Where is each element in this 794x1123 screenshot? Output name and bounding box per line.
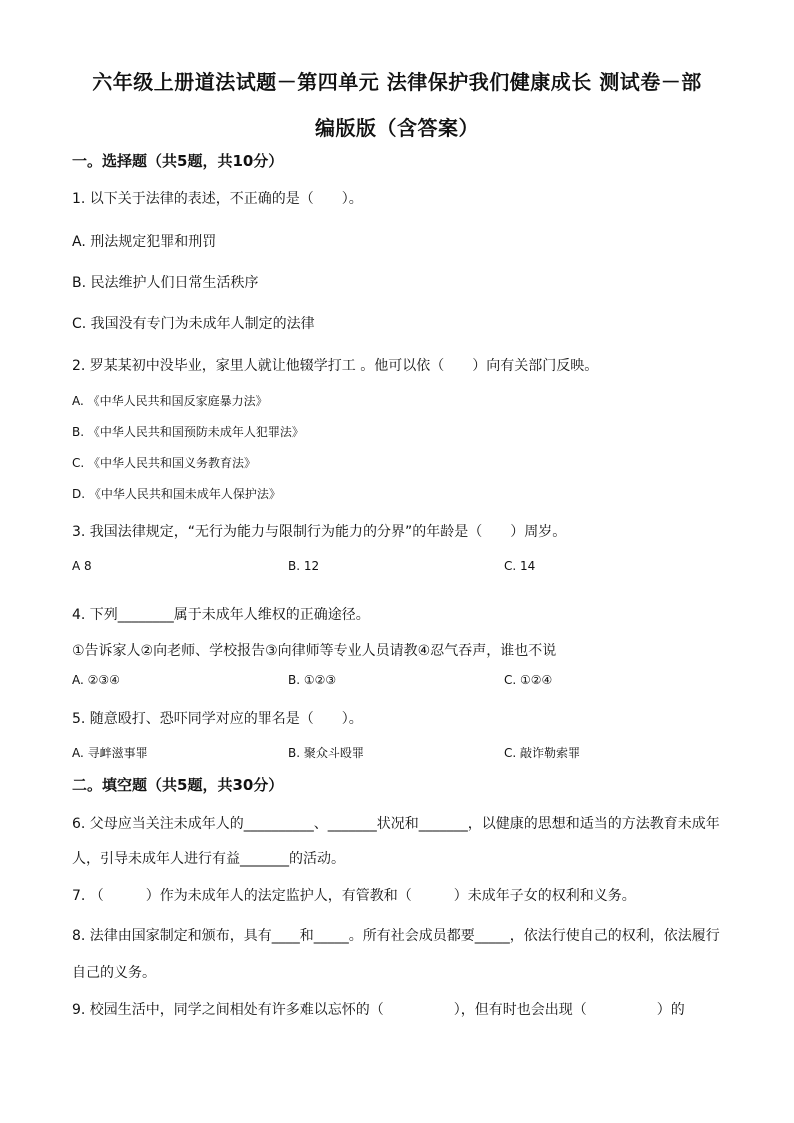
question-4-option-c: C. ①②④ (504, 673, 553, 687)
question-2-option-a: A. 《中华人民共和国反家庭暴力法》 (72, 394, 268, 408)
question-7-line-1: 7. （ ）作为未成年人的法定监护人，有管教和（ ）未成年子女的权利和义务。 (72, 888, 636, 904)
question-1-option-a: A. 刑法规定犯罪和刑罚 (72, 234, 217, 250)
document-title-line-1: 六年级上册道法试题－第四单元 法律保护我们健康成长 测试卷－部 (92, 70, 702, 94)
section-heading-choice: 一。选择题（共5题，共10分） (72, 152, 284, 170)
question-1-option-b: B. 民法维护人们日常生活秩序 (72, 275, 259, 291)
question-4-option-b: B. ①②③ (288, 673, 337, 687)
question-4-stem: 4. 下列________属于未成年人维权的正确途径。 (72, 607, 370, 623)
question-9-line-1: 9. 校园生活中，同学之间相处有许多难以忘怀的（ ），但有时也会出现（ ）的 (72, 1002, 685, 1018)
document-title-line-2: 编版版（含答案） (315, 116, 479, 140)
question-3-option-b: B. 12 (288, 559, 320, 573)
question-3-option-c: C. 14 (504, 559, 536, 573)
question-4-statements: ①告诉家人②向老师、学校报告③向律师等专业人员请教④忍气吞声，谁也不说 (72, 643, 557, 659)
question-2-option-d: D. 《中华人民共和国未成年人保护法》 (72, 487, 281, 501)
question-1-option-c: C. 我国没有专门为未成年人制定的法律 (72, 316, 315, 332)
question-3-option-a: A 8 (72, 559, 92, 573)
question-4-option-a: A. ②③④ (72, 673, 120, 687)
section-heading-fill-in: 二。填空题（共5题，共30分） (72, 776, 284, 794)
question-6-line-1: 6. 父母应当关注未成年人的__________、_______状况和_______，以健康的思想和适当的方法教育未成年 (72, 816, 720, 832)
question-5-option-b: B. 聚众斗殴罪 (288, 746, 364, 760)
question-8-line-1: 8. 法律由国家制定和颁布，具有____和_____。所有社会成员都要_____，依法行使自己的权利，依法履行 (72, 928, 720, 944)
question-2-stem: 2. 罗某某初中没毕业，家里人就让他辍学打工 。他可以依（ ）向有关部门反映。 (72, 358, 599, 374)
question-3-stem: 3. 我国法律规定，“无行为能力与限制行为能力的分界”的年龄是（ ）周岁。 (72, 524, 567, 540)
question-1-stem: 1. 以下关于法律的表述，不正确的是（ ）。 (72, 191, 363, 207)
question-6-line-2: 人，引导未成年人进行有益_______的活动。 (72, 851, 345, 867)
question-2-option-b: B. 《中华人民共和国预防未成年人犯罪法》 (72, 425, 304, 439)
question-5-stem: 5. 随意殴打、恐吓同学对应的罪名是（ ）。 (72, 711, 363, 727)
question-5-option-c: C. 敲诈勒索罪 (504, 746, 581, 760)
question-2-option-c: C. 《中华人民共和国义务教育法》 (72, 456, 257, 470)
question-8-line-2: 自己的义务。 (72, 965, 156, 981)
question-5-option-a: A. 寻衅滋事罪 (72, 746, 148, 760)
